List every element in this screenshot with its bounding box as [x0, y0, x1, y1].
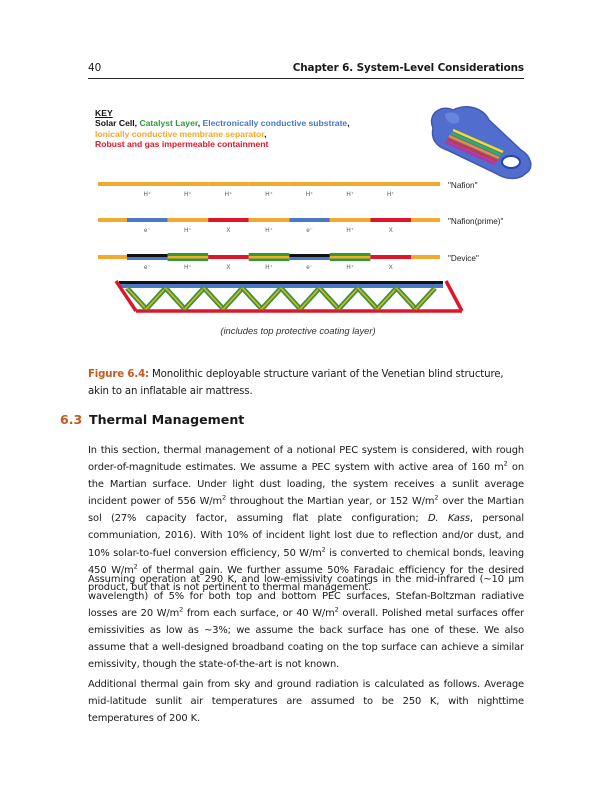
- row-label: X: [388, 228, 393, 234]
- row-label: H⁺: [346, 228, 354, 234]
- layer-row: [98, 217, 503, 234]
- layer-rows: [98, 181, 503, 271]
- solar-cell-segment: [127, 254, 168, 257]
- membrane-segment: [411, 182, 440, 186]
- membrane-segment: [168, 218, 209, 222]
- section-title: Thermal Management: [89, 412, 245, 427]
- row-label: H⁺: [265, 265, 273, 271]
- truss-membrane-strut: [185, 288, 204, 309]
- truss-membrane-strut: [204, 288, 223, 309]
- row-name: "Nafion": [448, 181, 478, 190]
- row-label: H⁺: [346, 192, 354, 198]
- truss-membrane-strut: [243, 288, 262, 309]
- truss-right-containment: [446, 281, 462, 311]
- truss-membrane-strut: [127, 288, 146, 309]
- row-label: H⁺: [265, 228, 273, 234]
- membrane-segment: [98, 182, 127, 186]
- row-label: H⁺: [386, 192, 395, 198]
- figure-diagram: [88, 98, 538, 348]
- row-label: H⁺: [184, 192, 192, 198]
- membrane-segment: [127, 182, 168, 186]
- substrate-segment: [289, 257, 330, 260]
- membrane-segment: [208, 182, 249, 186]
- key-membrane: Ionically conductive membrane separator: [95, 128, 265, 139]
- membrane-segment: [168, 256, 209, 259]
- membrane-segment: [289, 182, 330, 186]
- figure-caption: [88, 366, 524, 400]
- air-mattress-image: [432, 107, 531, 179]
- row-name: "Nafion(prime)": [448, 217, 504, 226]
- key-catalyst-layer: Catalyst Layer: [139, 118, 198, 129]
- membrane-segment: [411, 255, 440, 259]
- truss-membrane-strut: [223, 288, 242, 309]
- key-sep: ,: [197, 118, 203, 129]
- row-label: H⁺: [184, 228, 192, 234]
- membrane-segment: [249, 182, 290, 186]
- membrane-segment: [98, 218, 127, 222]
- truss-membrane-strut: [281, 288, 300, 309]
- key-containment: Robust and gas impermeable containment: [95, 139, 269, 150]
- truss-membrane-strut: [416, 288, 435, 309]
- truss-membrane-strut: [320, 288, 339, 309]
- substrate-segment: [289, 218, 330, 222]
- truss-membrane-strut: [397, 288, 416, 309]
- truss-membrane-strut: [166, 288, 185, 309]
- key-sep: ,: [347, 118, 350, 129]
- row-label: H⁺: [346, 265, 354, 271]
- paragraph-2: Assuming operation at 290 K, and low-emissivity coatings in the mid-infrared (~10 μm wavelength) of 5% for both top and bottom PEC surfaces, Stefan-Boltzman radiative losses are 20 $W/m^2$ from each surface, or 40 $W/m^2$ overall. Polished metal surfaces offer emissivities as low as ~3%; we assume the back surface has one of these. We also assume that a well-designed broadband coating on the top surface can achieve a similar emissivity, though the state-of-the-art is not known.: [88, 574, 524, 671]
- containment-segment: [370, 255, 411, 259]
- containment-segment: [370, 218, 411, 222]
- containment-segment: [208, 255, 249, 259]
- truss-membrane-strut: [146, 288, 165, 309]
- row-label: e⁻: [144, 228, 151, 234]
- key-solar-cell: Solar Cell: [95, 118, 135, 129]
- row-label: X: [388, 265, 393, 271]
- row-label: H⁺: [265, 192, 273, 198]
- section-number: 6.3: [60, 412, 83, 427]
- chapter-title: Chapter 6. System-Level Considerations: [292, 62, 524, 74]
- row-label: X: [226, 228, 231, 234]
- truss-membrane-strut: [262, 288, 281, 309]
- running-header: [88, 62, 524, 79]
- truss-membrane-strut: [339, 288, 358, 309]
- key-title: KEY: [95, 108, 113, 118]
- truss-membrane-strut: [358, 288, 377, 309]
- row-label: e⁻: [306, 265, 313, 271]
- membrane-segment: [330, 182, 371, 186]
- membrane-segment: [168, 182, 209, 186]
- row-label: H⁺: [143, 192, 152, 198]
- row-label: e⁻: [144, 265, 151, 271]
- membrane-segment: [98, 255, 127, 259]
- solar-cell-segment: [289, 254, 330, 257]
- containment-segment: [208, 218, 249, 222]
- key-substrate: Electronically conductive substrate: [202, 118, 348, 129]
- membrane-segment: [411, 218, 440, 222]
- layer-row: [98, 253, 479, 271]
- membrane-segment: [330, 218, 371, 222]
- substrate-segment: [127, 218, 168, 222]
- paragraph-1: In this section, thermal management of a notional PEC system is considered, with rough order-of-magnitude estimates. We assume a PEC system with active area of 160 $m^2$ on the Martian surface. Under light dust loading, the system receives a sunlit average incident power of 556 $W/m^2$ throughout the Martian year, or 152 $W/m^2$ over the Martian sol (27% capacity factor, assuming flat plate configuration; D. Kass, personal communiation, 2016). With 10% of incident light lost due to reflection and/or dust, and 10% solar-to-fuel conversion efficiency, 50 $W/m^2$ is converted to chemical bonds, leaving 450 $W/m^2$ of thermal gain. We further assume 50% Faradaic efficiency for the desired product, but that is not pertinent to thermal management.: [88, 445, 525, 593]
- row-name: "Device": [448, 254, 479, 263]
- membrane-segment: [330, 256, 371, 259]
- page-number: 40: [88, 62, 102, 74]
- membrane-segment: [249, 256, 290, 259]
- substrate-segment: [127, 257, 168, 260]
- truss-membrane-strut: [377, 288, 396, 309]
- paragraph-3: Additional thermal gain from sky and ground radiation is calculated as follows. Average mid-latitude sunlit air temperatures are assumed to be 250 K, with nighttime temperatures of 200 K.: [88, 679, 524, 725]
- row-label: e⁻: [306, 228, 313, 234]
- key-sep: ,: [264, 128, 267, 139]
- section-heading: [60, 412, 244, 427]
- layer-row: [98, 181, 478, 198]
- row-label: H⁺: [305, 192, 314, 198]
- truss-structure: [116, 281, 462, 311]
- membrane-segment: [249, 218, 290, 222]
- truss-note: (includes top protective coating layer): [220, 325, 376, 336]
- truss-membrane-strut: [300, 288, 319, 309]
- figure-6-4: [88, 98, 538, 348]
- caption-text: Monolithic deployable structure variant of the Venetian blind structure, akin to an inflatable air mattress.: [88, 369, 504, 397]
- caption-label: Figure 6.4:: [88, 369, 149, 380]
- row-label: H⁺: [224, 192, 233, 198]
- truss-solar-layer: [119, 281, 443, 284]
- key-sep: ,: [134, 118, 140, 129]
- membrane-segment: [370, 182, 411, 186]
- row-label: H⁺: [184, 265, 192, 271]
- row-label: X: [226, 265, 231, 271]
